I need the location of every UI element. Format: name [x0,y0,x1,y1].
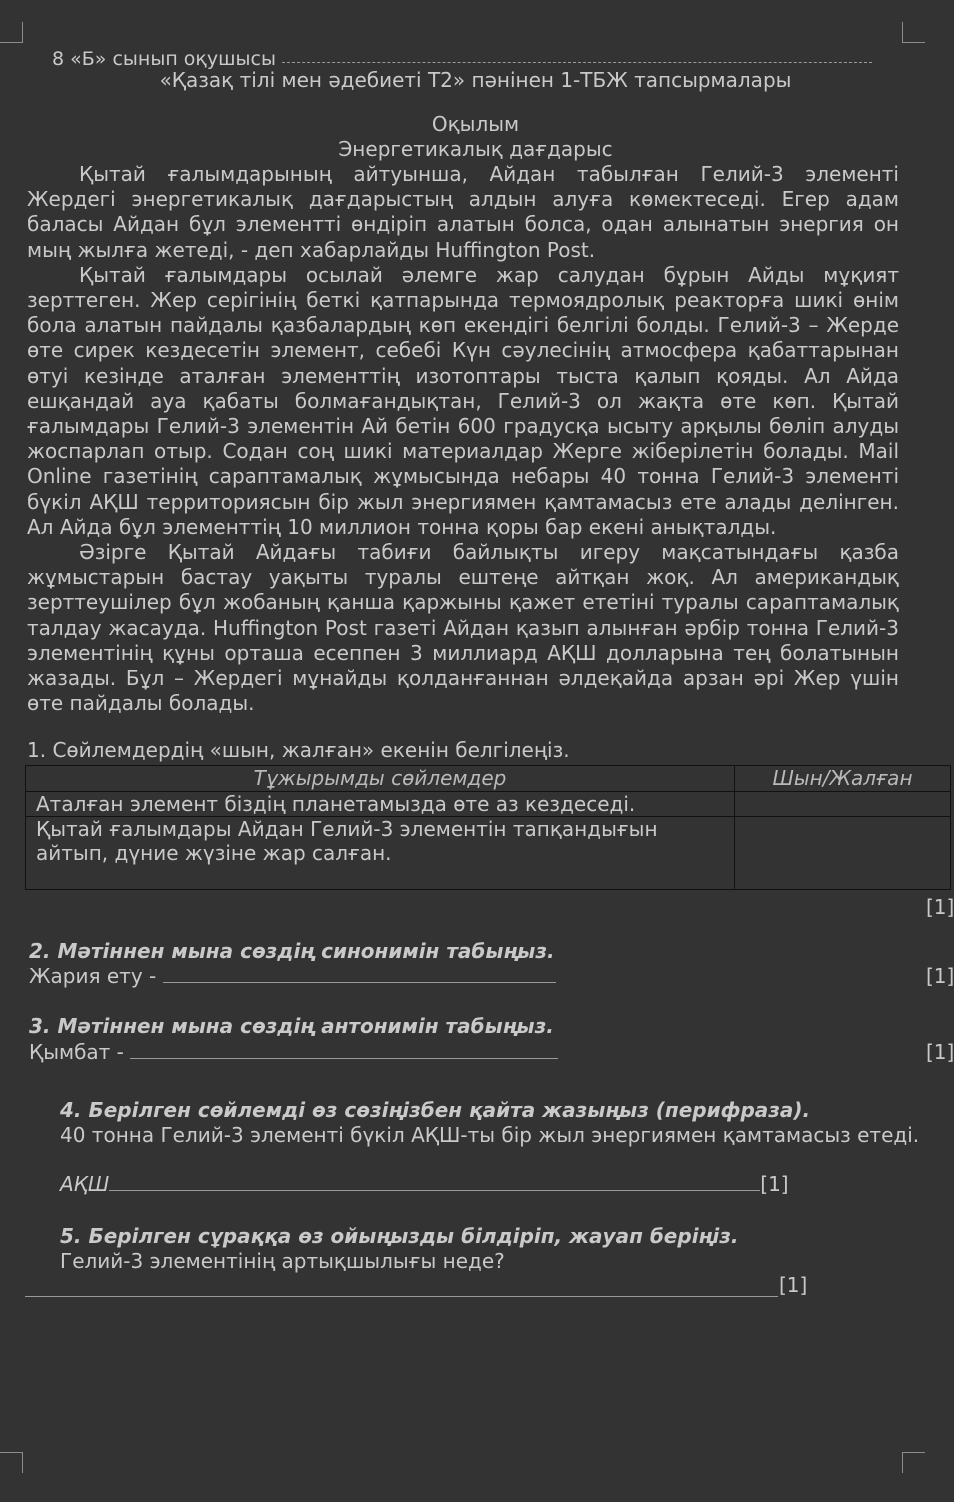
col-answer-header: Шын/Жалған [735,766,951,792]
paragraph-2: Қытай ғалымдары осылай әлемге жар салудан бұрын Айды мұқият зерттеген. Жер серігінің беткі қатпарында термоядролық реакторға шикі өнім бола алатын пайдалы қазбалардың көп екендігі белгілі болды. Гелий-3 – Жерде өте сирек кездесетін элемент, себебі Күн сәулесінің атмосфера қабаттарынан өтуі кезінде аталған элементтің изотоптары тыста қалып қояды. Ал Айда ешқандай ауа қабаты болмағандықтан, Гелий-3 ол жақта өте көп. Қытай ғалымдары Гелий-3 элементін Ай бетін 600 градусқа ысыту арқылы бөліп алуды жоспарлап отыр. Содан соң шикі материалдар Жерге жіберілетін болады. Mail Online газетінің сараптамалық жұмысында небары 40 тонна Гелий-3 элементі бүкіл АҚШ территориясын бір жыл энергиямен қамтамасыз ете алады делінген. Ал Айда бұл элементтің 10 миллион тонна қоры бар екені анықталды. [27,262,899,539]
subject-title: «Қазақ тілі мен әдебиеті Т2» пәнінен 1-ТБЖ тапсырмалары [159,68,792,92]
table-row [26,792,951,817]
statement-cell: Аталған элемент біздің планетамызда өте аз кездеседі. [26,792,735,817]
paragraph-3: Әзірге Қытай Айдағы табиғи байлықты игеру мақсатындағы қазба жұмыстарын бастау уақыты туралы ештеңе айтқан жоқ. Ал американдық зерттеушілер бұл жобаның қанша қаржыны қажет ететіні туралы сараптамалық талдау жасауда. Huffington Post газеті Айдан қазып алынған әрбір тонна Гелий-3 элементінің құны орташа есеппен 3 миллиард АҚШ долларына тең болатынын жазады. Бұл – Жердегі мұнайды қолданғаннан әлдеқайда арзан әрі Жер үшін өте пайдалы болады. [27,540,899,716]
q4-answer-blank[interactable] [109,1172,760,1191]
crop-mark-bottom-right [902,1452,925,1473]
q2-prompt: 2. Мәтіннен мына сөздің синонимін табыңыз. [29,939,555,963]
class-label: 8 «Б» сынып оқушысы [52,48,276,70]
name-blank[interactable] [282,62,872,63]
q3-prompt: 3. Мәтіннен мына сөздің антонимін табыңыз. [29,1014,554,1038]
crop-mark-top-right [902,22,925,43]
q3-score: [1] [926,1040,954,1064]
q3-answer-blank[interactable] [130,1040,558,1059]
answer-cell[interactable] [735,817,951,890]
q1-prompt: 1. Сөйлемдердің «шын, жалған» екенін белгілеңіз. [27,738,570,762]
q5-score: [1] [779,1273,808,1297]
q4-sentence: 40 тонна Гелий-3 элементі бүкіл АҚШ-ты бір жыл энергиямен қамтамасыз етеді. [60,1123,920,1147]
q2-score: [1] [926,964,954,988]
table-header-row [26,766,951,792]
text-title: Энергетикалық дағдарыс [338,137,613,161]
q5-question: Гелий-3 элементінің артықшылығы неде? [60,1249,505,1273]
col-statements-header: Тұжырымды сөйлемдер [26,766,735,792]
q4-answer-line [60,1172,789,1197]
table-row [26,817,951,890]
q4-answer-start: АҚШ [60,1172,110,1196]
q2-label: Жария ету - [29,964,157,988]
paragraph-1: Қытай ғалымдарының айтуынша, Айдан табылған Гелий-3 элементі Жердегі энергетикалық дағдарыстың алдын алуға көмектеседі. Егер адам баласы Айдан бұл элементті өндіріп алатын болса, одан алынатын энергия он мың жылға жетеді, - деп хабарлайды Huffington Post. [27,162,899,262]
q5-answer-blank[interactable] [25,1296,778,1297]
q3-answer-line [29,1040,558,1065]
section-title: Оқылым [431,112,520,136]
q1-score: [1] [926,895,954,919]
crop-mark-bottom-left [0,1452,23,1473]
q4-prompt: 4. Берілген сөйлемді өз сөзіңізбен қайта жазыңыз (перифраза). [60,1098,811,1122]
crop-mark-top-left [0,22,23,43]
q3-label: Қымбат - [29,1040,124,1064]
q5-prompt: 5. Берілген сұраққа өз ойыңызды білдіріп, жауап беріңіз. [60,1224,739,1248]
reading-text [27,162,899,716]
statement-cell: Қытай ғалымдары Айдан Гелий-3 элементін тапқандығын айтып, дүние жүзіне жар салған. [26,817,735,890]
q4-score: [1] [760,1172,789,1196]
true-false-table [25,765,951,890]
q2-answer-line [29,964,556,989]
q2-answer-blank[interactable] [163,964,556,983]
student-name-line [52,44,872,70]
answer-cell[interactable] [735,792,951,817]
